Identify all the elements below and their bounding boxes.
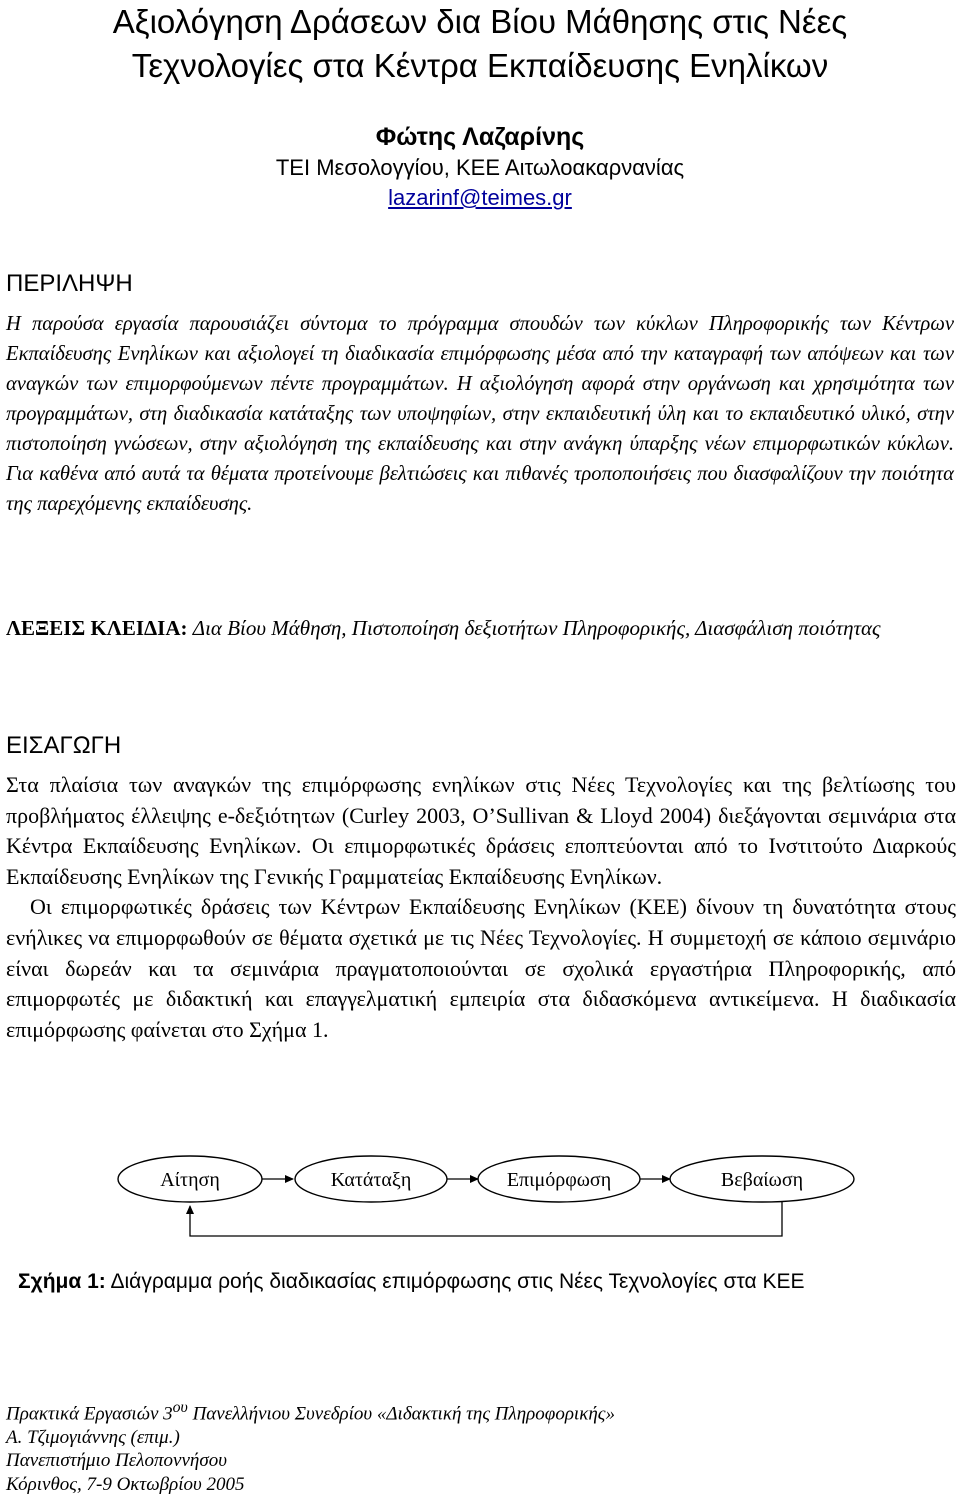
flow-node-label-2: Κατάταξη [330,1169,412,1191]
introduction-body [6,770,956,1045]
footer-line-1 [6,1396,954,1426]
abstract-heading: ΠΕΡΙΛΗΨΗ [6,270,133,297]
flow-diagram-svg [0,1140,960,1260]
flow-node-label-1: Αίτηση [160,1169,220,1191]
introduction-heading: ΕΙΣΑΓΩΓΗ [6,732,122,759]
title-line-2: Τεχνολογίες στα Κέντρα Εκπαίδευσης Ενηλίκων [131,47,829,84]
return-arrow [190,1198,782,1236]
paper-title [0,0,960,88]
figure-caption-label: Σχήμα 1: [18,1270,106,1293]
author-email-link[interactable]: lazarinf@teimes.gr [388,185,572,210]
author-block [0,121,960,213]
keywords-text: Δια Βίου Μάθηση, Πιστοποίηση δεξιοτήτων Πληροφορικής, Διασφάλιση ποιότητας [192,616,881,640]
keywords [6,612,954,644]
intro-paragraph-2: Οι επιμορφωτικές δράσεις των Κέντρων Εκπαίδευσης Ενηλίκων (ΚΕΕ) δίνουν τη δυνατότητα στους ενήλικες να επιμορφωθούν σε θέματα σχετικά με τις Νέες Τεχνολογίες. Η συμμετοχή σε κάποιο σεμινάριο είναι δωρεάν και τα σεμινάρια πραγματοποιούνται σε σχολικά εργαστήρια Πληροφορικής, από επιμορφωτές με διδακτική και επαγγελματική εμπειρία στα διδασκόμενα αντικείμενα. Η διαδικασία επιμόρφωσης φαίνεται στο Σχήμα 1. [6,894,956,1042]
title-line-1: Αξιολόγηση Δράσεων δια Βίου Μάθησης στις Νέες [112,3,848,40]
proceedings-footer [6,1396,954,1496]
intro-paragraph-1: Στα πλαίσια των αναγκών της επιμόρφωσης ενηλίκων στις Νέες Τεχνολογίες και της βελτίωσης του προβλήματος έλλειψης e-δεξιότητων (Curley 2003, O’Sullivan & Lloyd 2004) διεξάγονται σεμινάρια στα Κέντρα Εκπαίδευσης Ενηλίκων. Οι επιμορφωτικές δράσεις εποπτεύονται από το Ινστιτούτο Διαρκούς Εκπαίδευσης Ενηλίκων της Γενικής Γραμματείας Εκπαίδευσης Ενηλίκων. [6,772,956,889]
flow-node-label-4: Βεβαίωση [720,1169,804,1191]
footer-line-2: Α. Τζιμογιάννης (επιμ.) [6,1426,180,1448]
footer-line-4: Κόρινθος, 7-9 Οκτωβρίου 2005 [6,1473,245,1495]
footer-line-1-post: Πανελλήνιου Συνεδρίου «Διδακτική της Πληροφορικής» [187,1403,615,1425]
flow-node-label-3: Επιμόρφωση [506,1169,612,1191]
footer-line-1-pre: Πρακτικά Εργασιών 3 [6,1403,173,1425]
footer-line-3: Πανεπιστήμιο Πελοποννήσου [6,1450,227,1472]
flow-diagram [0,1140,960,1260]
keywords-label: ΛΕΞΕΙΣ ΚΛΕΙΔΙΑ: [6,616,188,640]
author-name: Φώτης Λαζαρίνης [375,123,585,151]
figure-caption-text: Διάγραμμα ροής διαδικασίας επιμόρφωσης στις Νέες Τεχνολογίες στα ΚΕΕ [110,1270,805,1293]
figure-caption [18,1270,804,1294]
author-affiliation: ΤΕΙ Μεσολογγίου, ΚΕΕ Αιτωλοακαρνανίας [275,155,685,180]
footer-line-1-sup: ου [172,1399,188,1416]
abstract-text: Η παρούσα εργασία παρουσιάζει σύντομα το πρόγραμμα σπουδών των κύκλων Πληροφορικής των Κέντρων Εκπαίδευσης Ενηλίκων και αξιολογεί τη διαδικασία επιμόρφωσης μέσα από την καταγραφή των απόψεων και των αναγκών των επιμορφούμενων πέντε προγραμμάτων. Η αξιολόγηση αφορά στην οργάνωση και χρησιμότητα των προγραμμάτων, στη διαδικασία κατάταξης των υποψηφίων, στην εκπαιδευτική ύλη και το εκπαιδευτικό υλικό, στην πιστοποίηση γνώσεων, στην αξιολόγηση της εκπαίδευσης και στην ανάγκη ύπαρξης νέων επιμορφωτικών κύκλων. Για καθένα από αυτά τα θέματα προτείνουμε βελτιώσεις και πιθανές τροποποιήσεις που διασφαλίζουν την ποιότητα της παρεχόμενης εκπαίδευσης. [6,313,954,515]
